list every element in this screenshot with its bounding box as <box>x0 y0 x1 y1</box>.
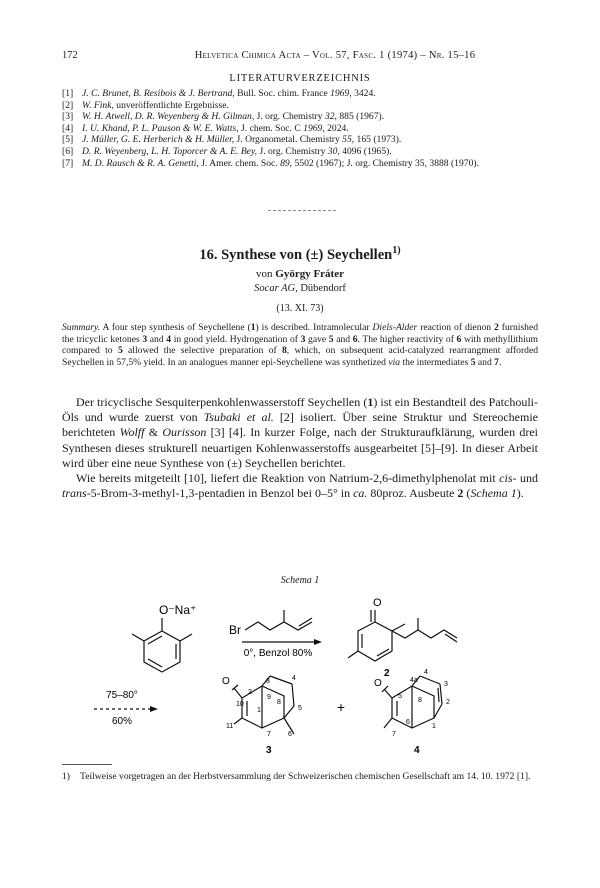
reference-item <box>62 88 538 100</box>
text-run: ) is described. Intramolecular <box>255 322 373 333</box>
reaction-scheme-drawing <box>62 586 538 761</box>
atom-number: 4 <box>292 675 296 682</box>
text-run: and <box>333 333 353 345</box>
text-run: Summary. <box>62 322 101 333</box>
journal-title: Helvetica Chimica Acta – Vol. 57, Fasc. 1 (1974) – Nr. 15–16 <box>194 50 476 61</box>
text-run: , 3424. <box>349 88 376 99</box>
atom-number: 3 <box>266 678 270 685</box>
text-run: 1969 <box>303 122 323 134</box>
atom-number: 7 <box>267 731 271 738</box>
text-run: 1969 <box>330 88 350 99</box>
atom-number: 4a <box>410 677 418 684</box>
affiliation <box>62 283 538 294</box>
text-run: J. org. Chemistry <box>254 111 325 123</box>
text-run: Wolff <box>119 425 145 440</box>
text-run: , 165 (1973). <box>351 134 402 146</box>
text-run: allowed the selective preparation of <box>122 345 282 357</box>
text-run: Bull. Soc. chim. France <box>234 88 331 99</box>
text-run: [4] <box>62 122 74 134</box>
condition-1: 0°, Benzol 80% <box>243 648 313 659</box>
text-run: 3 <box>142 333 148 345</box>
article-title <box>62 247 538 264</box>
atom-number: 1 <box>257 707 261 714</box>
atom-number: 6 <box>406 719 410 726</box>
text-run: J. org. Chemistry <box>257 145 328 157</box>
text-run: 1) <box>392 245 401 257</box>
atom-number: 5 <box>298 705 302 712</box>
text-run: Diels-Alder <box>372 322 418 333</box>
text-run: Socar AG, <box>254 283 298 294</box>
text-run: W. Fink, <box>82 99 114 111</box>
text-run: . <box>498 356 502 368</box>
text-run: 16. Synthese von (±) Seychellen <box>199 247 393 263</box>
text-run: 1 <box>250 322 256 333</box>
compound-3-label: 3 <box>266 745 272 756</box>
footnote-rule <box>62 764 112 765</box>
text-run: [3] [4]. In kurzer Folge, nach der Strukturaufklärung, wurden drei Synthesen dieses strukturell neuartigen Kohlenwasserstoffs ausgearbeitet [5]–[9]. In dieser Arbeit wird über eine neue Synthese von (±) Seychellen berichtet. <box>62 425 538 470</box>
text-run: , 5502 (1967); J. org. Chemistry 35, 3888 (1970). <box>289 157 479 169</box>
text-run: [7] <box>62 157 74 169</box>
text-run: ). <box>516 486 524 501</box>
author-name: György Fráter <box>275 268 344 280</box>
text-run: 4 <box>166 333 172 345</box>
text-run: ) ist ein Bestandteil des Patchouli-Öls und wurde zuerst von <box>62 395 538 425</box>
text-run: Schema 1 <box>470 486 517 501</box>
text-run: gave <box>305 333 329 345</box>
literature-heading: LITERATURVERZEICHNIS <box>229 73 371 84</box>
text-run: Wie bereits mitgeteilt [10], liefert die Reaktion von Natrium-2,6-dimethylphenolat mit <box>76 471 500 486</box>
text-run: 80proz. Ausbeute <box>367 486 458 501</box>
text-run: [6] <box>62 145 74 157</box>
scheme-label: Schema 1 <box>280 575 320 586</box>
text-run: und <box>516 471 539 486</box>
bromine-label: Br <box>229 623 241 637</box>
text-run: J. C. Brunet, B. Resibois & J. Bertrand, <box>82 88 235 99</box>
atom-numbers-4 <box>392 669 450 738</box>
running-header <box>62 50 538 64</box>
reference-item <box>62 123 538 135</box>
oxygen-label: O <box>373 597 382 609</box>
text-run: , 4096 (1965). <box>337 145 392 157</box>
compound-4-label: 4 <box>414 745 420 756</box>
text-run: 6 <box>352 333 358 345</box>
text-run: Der tricyclische Sesquiterpenkohlenwasserstoff Seychellen ( <box>76 395 368 409</box>
atom-number: 8 <box>418 697 422 704</box>
text-run: 3 <box>300 333 306 345</box>
text-run: W. H. Atwell, D. R. Weyenberg & H. Gilman, <box>82 111 255 123</box>
text-run: [2] isoliert. Über seine Struktur und Stereochemie berichteten <box>62 410 539 440</box>
reference-list <box>62 88 538 169</box>
reference-item <box>62 158 538 170</box>
text-run: von <box>256 268 273 280</box>
text-run: , 2024. <box>322 122 349 134</box>
page-number: 172 <box>62 50 78 61</box>
text-run: 32 <box>324 111 335 123</box>
text-run: 5 <box>117 345 123 357</box>
text-run: [5] <box>62 134 74 146</box>
text-run: I. U. Khand, P. L. Pauson & W. E. Watts, <box>82 122 239 134</box>
text-run: , 885 (1967). <box>334 111 385 123</box>
text-run: J. chem. Soc. C <box>238 122 304 134</box>
atom-number: 10 <box>236 701 244 708</box>
atom-number: 11 <box>226 723 234 730</box>
text-run: via <box>388 356 401 368</box>
text-run: 6 <box>456 333 462 345</box>
phenolate-structure <box>132 618 192 672</box>
reference-item <box>62 100 538 112</box>
text-run: trans <box>62 486 87 501</box>
text-run: & <box>144 425 163 440</box>
paragraph <box>62 395 538 471</box>
text-run: the intermediates <box>400 356 471 368</box>
footnote <box>62 771 538 783</box>
atom-number: 8 <box>277 699 281 706</box>
text-run: 5 <box>328 333 334 345</box>
abstract <box>62 322 538 368</box>
text-run: 89 <box>280 157 290 169</box>
atom-number: 2 <box>248 689 252 696</box>
text-run: cis- <box>499 471 517 486</box>
text-run: with methyllithium compared to <box>62 333 538 357</box>
atom-number: 9 <box>267 694 271 701</box>
text-run: Tsubaki et al. <box>203 410 274 425</box>
text-run: ca. <box>353 486 368 501</box>
text-run: , which, on subsequent acid-catalyzed rearrangment afforded Seychellen in 57,5% yield. In an analogues manner epi-Seychellene was synthetized <box>62 345 539 368</box>
text-run: 2 <box>494 322 499 333</box>
paragraph <box>62 471 538 501</box>
reaction-scheme <box>62 586 538 761</box>
text-run: 1 <box>367 395 374 409</box>
text-run: A four step synthesis of Seychellene ( <box>100 322 251 333</box>
text-run: Dübendorf <box>297 283 346 294</box>
received-date: (13. XI. 73) <box>276 303 324 314</box>
compound-2-label: 2 <box>384 668 390 679</box>
text-run: and <box>475 356 495 368</box>
text-run: [2] <box>62 99 74 111</box>
text-run: 7 <box>494 356 499 368</box>
footnote-text: Teilweise vorgetragen an der Herbstversammlung der Schweizerischen chemischen Gesellschaft am 14. 10. 1972 [1]. <box>80 771 531 782</box>
bromodiene-structure <box>245 610 312 630</box>
plus-sign: + <box>336 699 346 715</box>
text-run: D. R. Weyenberg, L. H. Toporcer & A. E. Bey, <box>82 145 258 157</box>
text-run: furnished the tricyclic ketones <box>62 322 539 345</box>
atom-number: 4 <box>424 669 428 676</box>
reference-item <box>62 111 538 123</box>
condition-2-temp: 75–80° <box>106 690 138 701</box>
section-divider <box>268 210 336 211</box>
atom-number: 7 <box>392 731 396 738</box>
text-run: 5 <box>470 356 476 368</box>
dienone-structure <box>348 610 457 661</box>
text-run: and <box>147 333 167 345</box>
text-run: J. Organometal. Chemistry <box>234 134 343 146</box>
atom-number: 3 <box>444 681 448 688</box>
text-run: 55 <box>342 134 352 146</box>
text-run: 30 <box>327 145 338 157</box>
text-run: [3] <box>62 111 74 123</box>
footnote-number: 1) <box>62 771 70 782</box>
text-run: . The higher reactivity of <box>357 333 457 345</box>
text-run: 8 <box>281 345 287 357</box>
text-run: in good yield. Hydrogenation of <box>171 333 301 345</box>
text-run: [1] <box>62 88 74 99</box>
text-run: reaction of dienon <box>417 322 495 333</box>
author-byline <box>62 268 538 280</box>
atom-number: 5 <box>398 693 402 700</box>
text-run: 2 <box>457 486 464 501</box>
condition-2-yield: 60% <box>111 716 133 727</box>
sodium-phenolate-label: O⁻Na⁺ <box>159 603 197 617</box>
text-run: M. D. Rausch & R. A. Genetti, <box>82 157 199 169</box>
text-run: J. Amer. chem. Soc. <box>198 157 281 169</box>
text-run: ( <box>463 486 471 501</box>
body-text <box>62 395 538 501</box>
text-run: Ourisson <box>162 425 207 440</box>
reference-item <box>62 134 538 146</box>
atom-number: 1 <box>432 723 436 730</box>
arrow-head-2 <box>150 706 158 712</box>
reference-item <box>62 146 538 158</box>
text-run: unveröffentlichte Ergebnisse. <box>113 99 229 111</box>
text-run: -5-Brom-3-methyl-1,3-pentadien in Benzol bei 0–5° in <box>86 486 354 501</box>
atom-number: 6 <box>288 731 292 738</box>
oxygen-label: O <box>374 678 382 689</box>
atom-number: 2 <box>446 699 450 706</box>
arrow-head-1 <box>314 639 322 645</box>
oxygen-label: O <box>222 676 230 687</box>
text-run: J. Müller, G. E. Herberich & H. Müller, <box>82 134 235 146</box>
